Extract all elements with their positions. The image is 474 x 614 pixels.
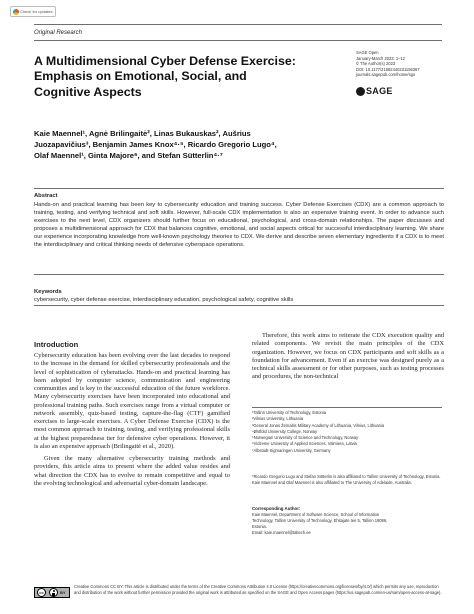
- license-text: Creative Commons CC BY: This article is distributed under the terms of the Creative Commons Attribution 4.0 License (https://creativecommons.org/licenses/by/4.0/) which permits any use, reproduction and distribution of the work without further permission provided the original work is attributed as specified on the SAGE and Open Access pages (https://us.sagepub.com/en-us/nam/open-access-at-sage).: [74, 584, 442, 595]
- affiliation: ⁶Vidzeme University of Applied Sciences, Valmiera, Latvia: [252, 441, 357, 447]
- journal-info-line: DOI: 10.1177/21582440231156367: [356, 66, 420, 72]
- affiliations-list: [252, 410, 442, 454]
- article-type: Original Research: [34, 30, 83, 36]
- corresponding-author-details: [252, 512, 444, 536]
- sage-logo: [356, 86, 393, 96]
- sage-logo-text: SAGE: [366, 86, 393, 96]
- keywords-heading: Keywords: [34, 289, 62, 295]
- body-column-left: [34, 352, 230, 488]
- affiliation: ⁷Albstadt-Sigmaringen University, Germany: [252, 447, 331, 453]
- sage-logo-icon: [356, 87, 365, 96]
- affiliations-rule: [252, 407, 442, 408]
- abstract-heading: Abstract: [34, 193, 58, 199]
- author-line: Kaie Maennel¹, Agnė Brilingaitė², Linas Bukauskas², Aušrius: [34, 129, 251, 138]
- affiliation: ⁵Norwegian University of Science and Technology, Norway: [252, 435, 359, 441]
- check-for-updates-label: Check for updates: [20, 9, 53, 14]
- cc-by-badge[interactable]: [34, 587, 70, 598]
- journal-info-line: © The Author(s) 2023: [356, 61, 396, 67]
- corresponding-email[interactable]: Email: kaie.maennel@taltech.ee: [252, 530, 311, 536]
- author-line: Juozapavičius³, Benjamin James Knox⁴·⁵, Ricardo Gregorio Lugo⁴,: [34, 140, 277, 150]
- creative-commons-icon: cc: [37, 588, 46, 597]
- paper-title: A Multidimensional Cyber Defense Exercise: Emphasis on Emotional, Social, and Cognitive Aspects: [34, 54, 296, 99]
- keywords-text: cybersecurity, cyber defense exercise, interdisciplinary education, psychological safety, cognitive skills: [34, 297, 294, 303]
- header-rule-lower: [34, 40, 442, 41]
- by-label: BY: [60, 590, 66, 595]
- introduction-heading: Introduction: [34, 340, 79, 349]
- corresponding-author-heading: Corresponding Author:: [252, 506, 301, 511]
- corresponding-line: Technology, Tallinn University of Technology, Ehitajate tee 5, Tallinn 19086,: [252, 518, 388, 524]
- author-line: Olaf Maennel¹, Ginta Majore⁶, and Stefan Sütterlin⁴·⁷: [34, 151, 223, 161]
- crossmark-icon: [13, 9, 19, 15]
- affiliation: ¹Tallinn University of Technology, Estonia: [252, 410, 327, 415]
- affiliation: ²Vilnius University, Lithuania: [252, 416, 304, 422]
- abstract-text: Hands-on and practical learning has been key to cybersecurity education and training success. Cyber Defense Exercises (CDX) are a common approach to training, testing, and verifying technical and soft skills. However, full-scale CDX implementation is also an expensive training event. In order to advance such exercises to the next level, CDX organizers should further focus on educational, psychological, and cross-domain relationships. The paper discusses and proposes a multidimensional approach for CDX that balances cognitive, emotional, and social aspects critical for successful interdisciplinary learning. We share our experience incorporating knowledge from well-known psychology theories to CDX. We derive and describe seven elementary ingredients if a CDX is to meet the interdisciplinary and critical thinking needs of defensive cyberspace operations.: [34, 202, 444, 249]
- journal-info-line: journals.sagepub.com/home/sgo: [356, 72, 416, 78]
- affiliation: ⁴Østfold University College, Norway: [252, 428, 318, 434]
- journal-info: [356, 50, 456, 78]
- corresponding-line: Kaie Maennel, Department of Software Science, School of Information: [252, 512, 380, 517]
- header-rule: [34, 24, 442, 25]
- intro-paragraph-2: Given the many alternative cybersecurity training methods and providers, this article aims to present where the added value resides and what direction the CDX has to evolve to remain competitive and equal to the evolving technological and adversarial cyber-domain landscape.: [34, 455, 230, 487]
- journal-info-line: January-March 2023: 1–12: [356, 55, 405, 61]
- check-for-updates-badge[interactable]: [10, 6, 56, 17]
- intro-paragraph-3: Therefore, this work aims to reiterate the CDX execution quality and related components. We revisit the main principles of the CDX organization. However, we focus on CDX participants and soft skills as a foundation for advancement. Even if an exercise was designed purely as a technical skills assessment or for other purposes, such as testing processes and procedures, the non-technical: [252, 332, 444, 381]
- journal-info-line: SAGE Open: [356, 50, 379, 55]
- affiliation-note: *Ricardo Gregorio Lugo and Stefan Sütterlin is also affiliated to Tallinn University of Technology, Estonia. Kaie Maennel and Olaf Maennel is also affiliated to The University of Adelaide, Australia.: [252, 474, 441, 486]
- body-column-right: [252, 332, 444, 382]
- attribution-person-icon: [49, 588, 58, 597]
- intro-paragraph-1: Cybersecurity education has been evolving over the last decades to respond to the increase in the demand for skilled cybersecurity professionals and the level of sophistication of cyberattacks. Hands-on and practical learning has been adopted by computer science, communication and engineering communities and is key to the successful education of the future workforce. Many cybersecurity exercises have been incorporated into educational and professional training paths. Such exercises range from a virtual computer or network assembly, quiz-based testing, capture-the-flag (CTF) gamified exercises to large-scale exercises. A Cyber Defense Exercise (CDX) is the most common approach to training, testing, and verifying professional skills at the highest preparedness tier for defensive cyber operations. However, it is also an expensive approach (Brilingaitė et al., 2020).: [34, 352, 230, 450]
- author-list: [34, 128, 334, 162]
- affiliation: ³General Jonas Žemaitis Military Academy of Lithuania, Vilnius, Lithuania: [252, 422, 385, 428]
- corresponding-line: Estonia.: [252, 524, 267, 530]
